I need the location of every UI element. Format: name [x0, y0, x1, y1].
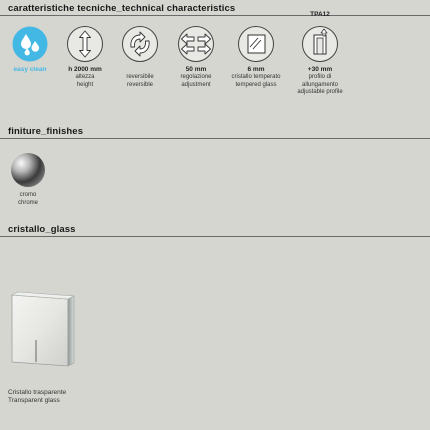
glass-label-en: Transparent glass — [8, 397, 60, 404]
transparent-glass-sample-icon — [8, 290, 78, 370]
height-label-it: altezza — [75, 74, 95, 80]
extension-profile-icon — [301, 25, 339, 63]
profile-label-it: profilo di allungamento — [301, 74, 339, 88]
feature-reversible — [110, 16, 170, 89]
water-drops-icon — [11, 25, 49, 63]
adjustment-value: 50 mm — [185, 66, 207, 73]
reversible-arrows-icon — [121, 25, 159, 63]
height-value: h 2000 mm — [68, 66, 102, 73]
height-arrow-icon — [66, 25, 104, 63]
chrome-swatch-icon — [10, 152, 46, 188]
glass-section-rule — [0, 236, 430, 237]
finishes-section-rule — [0, 138, 430, 139]
profile-value: +30 mm — [307, 66, 333, 73]
reversible-value — [110, 66, 170, 74]
profile-label-en: adjustable profile — [297, 89, 343, 95]
reversible-label-en: reversible — [126, 81, 153, 88]
finish-chrome — [8, 152, 48, 207]
glass-label-it: Cristallo trasparente — [8, 389, 67, 396]
technical-section-title: caratteristiche tecniche_technical characteristics — [8, 3, 236, 14]
tempered-glass-value: 6 mm — [247, 66, 265, 73]
finishes-section-title: finiture_finishes — [8, 126, 84, 137]
profile-code: TPA12 — [310, 11, 330, 18]
chrome-label-it: cromo — [19, 192, 37, 198]
reversible-label-it: reversibile — [126, 74, 154, 80]
feature-adjustment — [166, 16, 226, 89]
adjustment-arrows-icon — [177, 25, 215, 63]
adjustment-label-en: adjustment — [181, 81, 211, 88]
tempered-glass-icon — [237, 25, 275, 63]
feature-tempered-glass — [226, 16, 286, 89]
feature-easy-clean — [0, 16, 60, 73]
tempered-glass-label-en: tempered glass — [235, 81, 277, 88]
chrome-label-en: chrome — [17, 199, 38, 206]
feature-height — [55, 16, 115, 89]
adjustment-label-it: regolazione — [180, 74, 212, 80]
feature-adjustable-profile — [290, 11, 350, 97]
easy-clean-label: easy clean — [13, 66, 47, 73]
glass-caption — [8, 389, 66, 405]
glass-section-title: cristallo_glass — [8, 224, 76, 235]
tempered-glass-label-it: cristallo temperato — [231, 74, 281, 80]
height-label-en: height — [76, 81, 94, 88]
